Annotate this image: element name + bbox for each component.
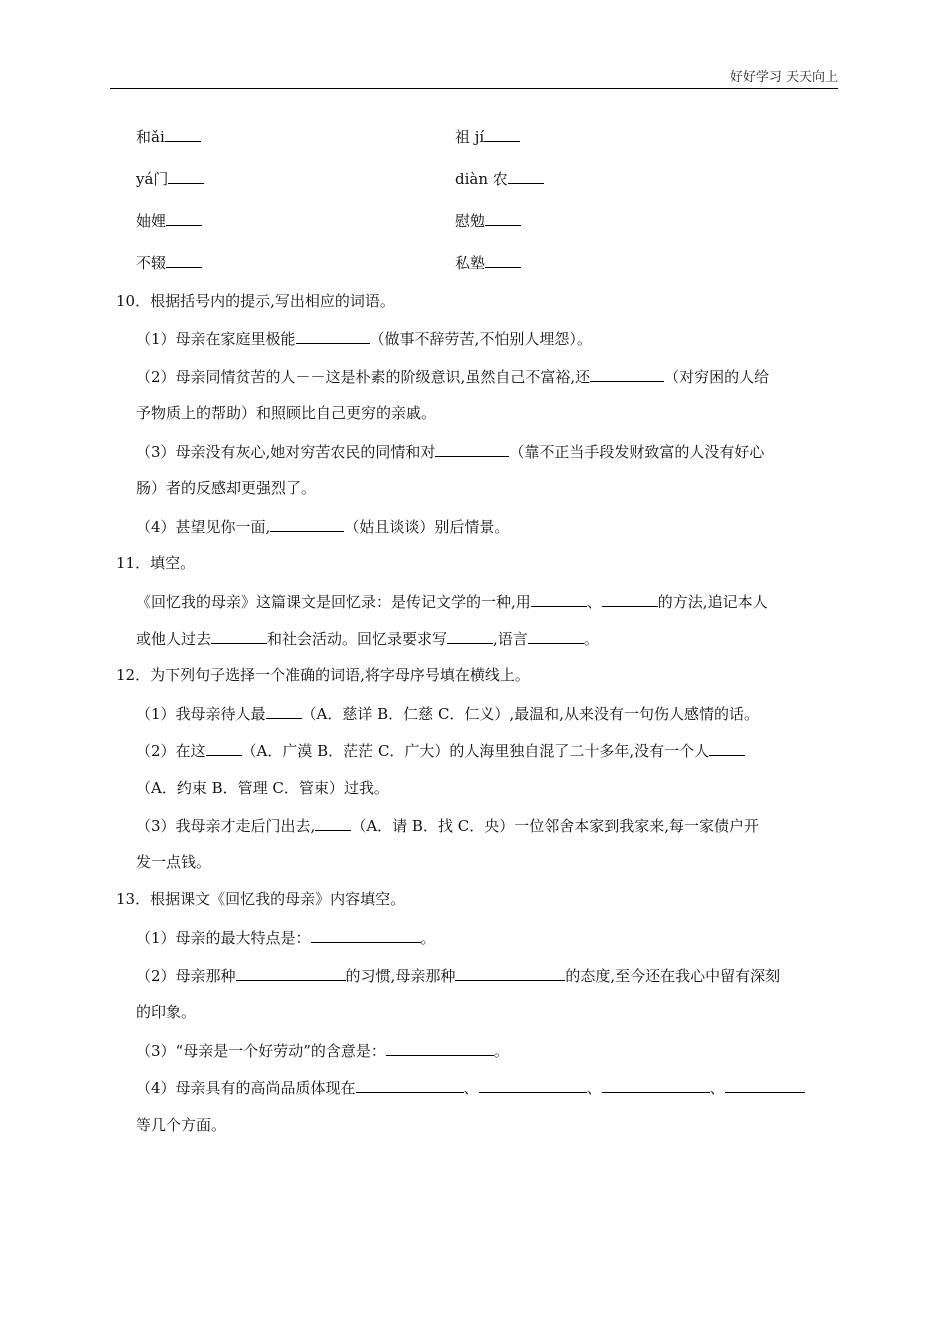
question-10-item-1 [136, 328, 592, 349]
pinyin-item [136, 168, 204, 189]
answer-blank[interactable] [602, 591, 658, 607]
answer-blank[interactable] [266, 703, 302, 719]
answer-blank[interactable] [485, 210, 521, 226]
item-text: 。 [493, 1042, 509, 1060]
answer-blank[interactable] [236, 965, 346, 981]
question-12-item-2-cont: （A．约束 B．管理 C．管束）过我。 [136, 779, 389, 797]
item-text: （A．广漠 B．茫茫 C．广大）的人海里独自混了二十多年,没有一个人 [241, 742, 710, 760]
pinyin-text: 祖 jí [455, 128, 485, 146]
question-12-item-3 [136, 815, 759, 836]
question-10-item-3-cont: 肠）者的反感却更强烈了。 [136, 479, 317, 497]
answer-blank[interactable] [296, 328, 370, 344]
item-text: 的方法,追记本人 [657, 593, 768, 611]
pinyin-text: 私塾 [455, 254, 486, 272]
question-10-item-2 [136, 366, 769, 387]
answer-blank[interactable] [386, 1040, 494, 1056]
item-text: （2）在这 [136, 742, 206, 760]
answer-blank[interactable] [166, 252, 202, 268]
answer-blank[interactable] [602, 1077, 710, 1093]
answer-blank[interactable] [508, 168, 544, 184]
pinyin-item [455, 126, 520, 147]
answer-blank[interactable] [270, 516, 344, 532]
question-10-item-2-cont: 予物质上的帮助）和照顾比自己更穷的亲戚。 [136, 404, 437, 422]
item-text: 的习惯,母亲那种 [345, 967, 456, 985]
item-text: （3）母亲没有灰心,她对穷苦农民的同情和对 [136, 443, 436, 461]
item-text: （1）母亲在家庭里极能 [136, 330, 296, 348]
item-text: （4）甚望见你一面, [136, 518, 271, 536]
pinyin-item [136, 210, 202, 231]
pinyin-text: 和ǎi [136, 128, 165, 146]
answer-blank[interactable] [725, 1077, 805, 1093]
item-text: 的态度,至今还在我心中留有深刻 [565, 967, 781, 985]
answer-blank[interactable] [455, 965, 565, 981]
question-13-item-3 [136, 1040, 509, 1061]
answer-blank[interactable] [315, 815, 351, 831]
item-text: 和社会活动。回忆录要求写 [267, 630, 448, 648]
item-text: 、 [709, 1079, 725, 1097]
question-10-title: 10．根据括号内的提示,写出相应的词语。 [116, 292, 395, 310]
item-text: （3）“母亲是一个好劳动”的含意是： [136, 1042, 386, 1060]
item-text: （1）我母亲待人最 [136, 705, 266, 723]
answer-blank[interactable] [528, 628, 584, 644]
question-12-item-2 [136, 740, 745, 761]
pinyin-item [455, 252, 521, 273]
item-text: （A．请 B．找 C．央）一位邻舍本家到我家来,每一家债户开 [351, 817, 759, 835]
answer-blank[interactable] [531, 591, 587, 607]
question-13-item-1 [136, 927, 436, 948]
question-10-item-4 [136, 516, 509, 537]
page-header [110, 62, 838, 89]
pinyin-item [455, 168, 544, 189]
item-text: （2）母亲那种 [136, 967, 236, 985]
answer-blank[interactable] [211, 628, 267, 644]
question-13-item-4-cont: 等几个方面。 [136, 1116, 227, 1134]
item-text: （3）我母亲才走后门出去, [136, 817, 316, 835]
question-11-line-2 [136, 628, 599, 649]
item-text: 、 [586, 593, 602, 611]
item-text: 或他人过去 [136, 630, 212, 648]
pinyin-text: 慰勉 [455, 212, 486, 230]
item-text: （靠不正当手段发财致富的人没有好心 [509, 443, 765, 461]
item-text: 。 [583, 630, 599, 648]
question-12-item-1 [136, 703, 759, 724]
answer-blank[interactable] [485, 252, 521, 268]
question-13-title: 13．根据课文《回忆我的母亲》内容填空。 [116, 890, 406, 908]
pinyin-item [455, 210, 521, 231]
answer-blank[interactable] [479, 1077, 587, 1093]
item-text: （做事不辞劳苦,不怕别人埋怨）。 [369, 330, 592, 348]
answer-blank[interactable] [168, 168, 204, 184]
pinyin-item [136, 252, 202, 273]
pinyin-item [136, 126, 201, 147]
answer-blank[interactable] [206, 740, 242, 756]
item-text: （4）母亲具有的高尚品质体现在 [136, 1079, 356, 1097]
item-text: （对穷困的人给 [664, 368, 770, 386]
answer-blank[interactable] [435, 441, 509, 457]
question-13-item-4 [136, 1077, 805, 1098]
item-text: 《回忆我的母亲》这篇课文是回忆录：是传记文学的一种,用 [136, 593, 531, 611]
item-text: 、 [586, 1079, 602, 1097]
header-slogan: 好好学习 天天向上 [729, 70, 838, 85]
item-text: （A．慈详 B．仁慈 C．仁义）,最温和,从来没有一句伤人感情的话。 [301, 705, 759, 723]
pinyin-text: 不辍 [136, 254, 167, 272]
question-10-item-3 [136, 441, 764, 462]
item-text: 。 [420, 929, 436, 947]
pinyin-text: yá门 [136, 170, 169, 188]
question-13-item-2 [136, 965, 780, 986]
pinyin-text: 妯娌 [136, 212, 167, 230]
answer-blank[interactable] [484, 126, 520, 142]
pinyin-text: diàn 农 [455, 170, 508, 188]
answer-blank[interactable] [356, 1077, 464, 1093]
item-text: （姑且谈谈）别后情景。 [344, 518, 510, 536]
question-12-title: 12．为下列句子选择一个准确的词语,将字母序号填在横线上。 [116, 666, 530, 684]
answer-blank[interactable] [447, 628, 493, 644]
answer-blank[interactable] [590, 366, 664, 382]
question-13-item-2-cont: 的印象。 [136, 1003, 197, 1021]
item-text: 、 [463, 1079, 479, 1097]
item-text: （1）母亲的最大特点是： [136, 929, 311, 947]
answer-blank[interactable] [311, 927, 421, 943]
question-11-title: 11．填空。 [116, 554, 196, 572]
item-text: （2）母亲同情贫苦的人－－这是朴素的阶级意识,虽然自己不富裕,还 [136, 368, 591, 386]
question-12-item-3-cont: 发一点钱。 [136, 853, 212, 871]
answer-blank[interactable] [709, 740, 745, 756]
item-text: ,语言 [493, 630, 528, 648]
answer-blank[interactable] [166, 210, 202, 226]
question-11-line-1 [136, 591, 768, 612]
answer-blank[interactable] [165, 126, 201, 142]
